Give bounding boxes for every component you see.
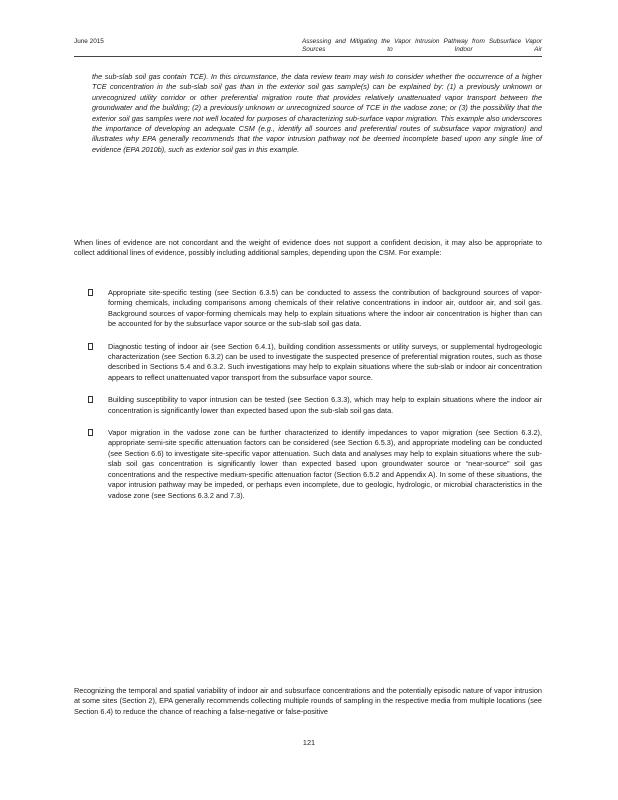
header-title: Assessing and Mitigating the Vapor Intrusion Pathway from Subsurface Vapor Sources to Indoor Air <box>302 38 542 53</box>
page-number: 121 <box>302 738 316 747</box>
bullet-icon <box>88 429 93 436</box>
list-item <box>88 395 542 416</box>
bullet-text: Appropriate site-specific testing (see Section 6.3.5) can be conducted to assess the contribution of background sources of vapor-forming chemicals, including comparisons among chemicals of their relative concentrations in indoor air, outdoor air, and soil gas. Background sources of vapor-forming chemicals may help to explain situations where the indoor air concentration is higher than can be accounted for by the subsurface vapor source or the sub-slab soil gas data. <box>108 288 542 329</box>
bullet-text: Building susceptibility to vapor intrusion can be tested (see Section 6.3.3), which may help to explain situations where the indoor air concentration is significantly lower than expected based upon the sub-slab soil gas data. <box>108 395 542 415</box>
header-date: June 2015 <box>74 38 104 45</box>
bullet-list <box>88 288 542 513</box>
paragraph-lines-of-evidence: When lines of evidence are not concordant and the weight of evidence does not support a confident decision, it may also be appropriate to collect additional lines of evidence, possibly including additional samples, depending upon the CSM. For example: <box>74 238 542 258</box>
bullet-text: Vapor migration in the vadose zone can be further characterized to identify impedances to vapor migration (see Section 6.3.2), appropriate semi-site specific attenuation factors can be considered (see Section 6.5.3), and appropriate modeling can be conducted (see Section 6.6) to investigate site-specific vapor attenuation. Such data and analyses may help to explain situations where the sub-slab soil gas concentration is significantly lower than expected based upon groundwater source or “near-source” soil gas concentrations and the respective medium-specific attenuation factor (Section 6.5.2 and Appendix A). In some of these situations, the vapor intrusion pathway may be impeded, or perhaps even incomplete, due to geologic, hydrologic, or microbial characteristics in the vadose zone (see Sections 6.3.2 and 7.3). <box>108 428 542 500</box>
bullet-icon <box>88 396 93 403</box>
list-item <box>88 428 542 501</box>
bullet-icon <box>88 343 93 350</box>
bullet-text: Diagnostic testing of indoor air (see Section 6.4.1), building condition assessments or utility surveys, or supplemental hydrogeologic characterization (see Section 6.3.2) can be used to investigate the suspected presence of preferential migration routes, such as those described in Sections 5.4 and 6.3.2. Such investigations may help to explain situations where the sub-slab or indoor air concentration appears to reflect unattenuated vapor transport from the subsurface vapor source. <box>108 341 542 382</box>
example-text: the sub-slab soil gas contain TCE). In this circumstance, the data review team may wish to consider whether the occurrence of a higher TCE concentration in the sub-slab soil gas than in the exterior soil gas sample(s) can be explained by: (1) a previously unknown or unrecognized utility corridor or other preferential migration route that provides relatively unattenuated vapor transport between the groundwater and the building; (2) a previously unknown or unrecognized source of TCE in the vadose zone; or (3) the possibility that the exterior soil gas samples were not well located for purposes of characterizing sub-surface vapor migration. This example also underscores the importance of developing an adequate CSM (e.g., identify all sources and preferential routes of subsurface vapor migration) and illustrates why EPA generally recommends that the vapor intrusion pathway not be deemed incomplete based upon any single line of evidence (EPA 2010b), such as exterior soil gas in this example. <box>92 72 542 154</box>
list-item <box>88 342 542 384</box>
bullet-icon <box>88 289 93 296</box>
list-item <box>88 288 542 330</box>
paragraph-recognizing: Recognizing the temporal and spatial variability of indoor air and subsurface concentrations and the potentially episodic nature of vapor intrusion at some sites (Section 2), EPA generally recommends collecting multiple rounds of sampling in the respective media from multiple locations (see Section 6.4) to reduce the chance of reaching a false-negative or false-positive <box>74 686 542 716</box>
header-rule <box>74 56 542 57</box>
